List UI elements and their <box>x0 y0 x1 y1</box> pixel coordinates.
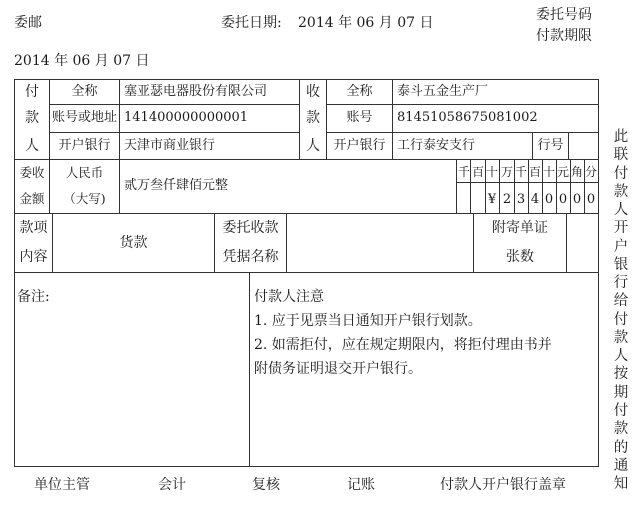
payer-full-name: 塞亚瑟电器股份有限公司 <box>124 83 268 99</box>
unit-header: 分 <box>584 165 597 179</box>
amount-digit: 2 <box>502 192 512 207</box>
unit-header: 元 <box>556 165 569 179</box>
payee-bank-label: 开户银行 <box>333 137 386 153</box>
copy-purpose-note: 此联付款人开户银行给付款人按期付款的通知 <box>613 129 629 493</box>
payment-content-value: 货款 <box>119 234 148 251</box>
entrust-date-value: 2014 年 06 月 07 日 <box>298 15 434 31</box>
footer-accountant: 会计 <box>158 477 186 493</box>
payee-bank-code <box>569 133 598 159</box>
payee-side-label-1: 收 <box>306 83 320 100</box>
amount-digit: 0 <box>544 192 554 207</box>
amount-label-line1: 委收 <box>19 164 45 180</box>
footer-bank-stamp: 付款人开户银行盖章 <box>440 477 566 493</box>
payment-content-label-line1: 款项 <box>19 220 48 237</box>
unit-header: 十 <box>485 165 498 179</box>
payer-bank: 天津市商业银行 <box>124 137 216 153</box>
amount-digit: 4 <box>530 192 540 207</box>
payee-side-label-2: 款 <box>306 110 320 127</box>
amount-digit: 0 <box>558 192 568 207</box>
payment-content-label-line2: 内容 <box>19 249 48 266</box>
unit-header: 百 <box>471 165 484 179</box>
unit-header: 千 <box>514 165 527 179</box>
amount-digit: 0 <box>586 192 596 207</box>
doc-name-label-line2: 凭据名称 <box>222 249 279 266</box>
unit-header: 万 <box>500 165 513 179</box>
payee-full-name-label: 全称 <box>346 83 373 99</box>
payment-term-label: 付款期限 <box>536 28 592 44</box>
amount-in-words: 贰万叁仟肆佰元整 <box>124 178 229 194</box>
payee-bank: 工行泰安支行 <box>397 137 476 153</box>
currency-label-line1: 人民币 <box>65 164 104 180</box>
entrust-date-label: 委托日期: <box>221 15 282 31</box>
doc-name-label-line1: 委托收款 <box>222 220 279 237</box>
unit-header: 十 <box>542 165 555 179</box>
unit-header: 角 <box>570 165 583 179</box>
footer-reviewer: 复核 <box>252 477 280 493</box>
voucher-type: 委邮 <box>14 15 42 31</box>
attachment-count-label-line1: 附寄单证 <box>492 220 548 237</box>
payer-account: 141400000000001 <box>124 110 249 126</box>
footer-bookkeeper: 记账 <box>347 477 375 493</box>
unit-header: 千 <box>457 165 470 179</box>
payer-full-name-label: 全称 <box>71 83 98 99</box>
payer-notice-item-2: 2. 如需拒付，应在规定期限内，将拒付理由书并 <box>254 337 552 353</box>
currency-label-line2: （大写) <box>63 191 106 207</box>
payer-side-label-3: 人 <box>25 137 39 154</box>
payee-account: 81451058675081002 <box>397 110 538 126</box>
footer-unit-head: 单位主管 <box>34 477 90 493</box>
payee-bank-code-label: 行号 <box>537 137 564 153</box>
payer-side-label-2: 款 <box>25 110 39 127</box>
payee-full-name: 泰斗五金生产厂 <box>397 83 489 99</box>
doc-name-value <box>287 214 473 272</box>
payer-notice-title: 付款人注意 <box>254 289 324 305</box>
amount-digit: ¥ <box>487 192 497 207</box>
payer-side-label-1: 付 <box>25 83 39 100</box>
sub-date: 2014 年 06 月 07 日 <box>14 53 150 69</box>
remark-label: 备注: <box>17 289 50 305</box>
amount-label-line2: 金额 <box>19 191 45 207</box>
attachment-count-value <box>567 214 598 272</box>
unit-header: 百 <box>528 165 541 179</box>
payer-notice-item-1: 1. 应于见票当日通知开户银行划款。 <box>254 313 482 329</box>
payee-account-label: 账号 <box>346 110 373 126</box>
amount-digit: 0 <box>572 192 582 207</box>
entrust-number-label: 委托号码 <box>536 7 592 23</box>
amount-digit: 3 <box>516 192 526 207</box>
payee-side-label-3: 人 <box>306 137 320 154</box>
payer-notice-item-2-cont: 附债务证明退交开户银行。 <box>254 361 422 377</box>
payer-account-label: 账号或地址 <box>51 110 117 126</box>
payer-bank-label: 开户银行 <box>58 137 111 153</box>
attachment-count-label-line2: 张数 <box>506 249 534 266</box>
